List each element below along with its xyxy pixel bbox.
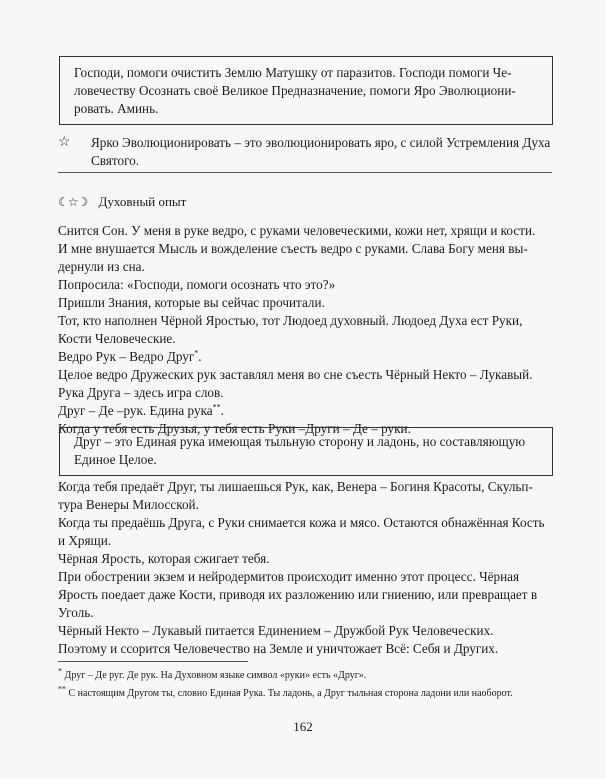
note-text (91, 134, 554, 170)
page-number: 162 (293, 719, 313, 734)
story-line: И мне внушается Мысль и вожделение съесть ведро с руками. Слава Богу меня вы- (58, 241, 528, 256)
section-title-text: Духовный опыт (98, 194, 187, 209)
story-paragraphs (58, 222, 552, 438)
story-line: Кости Человеческие. (58, 331, 176, 346)
story-text: Друг – Де –рук. Едина рука (58, 403, 213, 418)
body-line: Чёрная Ярость, которая сжигает тебя. (58, 551, 270, 566)
section-heading (58, 193, 186, 211)
prayer-box (59, 56, 553, 125)
body-line: При обострении экзем и нейродермитов происходит именно этот процесс. Чёрная (58, 569, 520, 584)
note-line: Ярко Эволюционировать – это эволюционировать яро, с силой Устремления Духа (91, 135, 551, 150)
star-note (58, 134, 554, 170)
section-divider (58, 172, 552, 173)
body-paragraphs (58, 478, 552, 658)
story-line: Рука Друга – здесь игра слов. (58, 385, 224, 400)
story-line: Пришли Знания, которые вы сейчас прочитали. (58, 295, 325, 310)
prayer-line: Господи, помоги очистить Землю Матушку от паразитов. Господи помоги Че- (74, 65, 512, 80)
story-line: Попросила: «Господи, помоги осознать что это?» (58, 277, 336, 292)
footnote (58, 684, 552, 700)
body-line: Когда тебя предаёт Друг, ты лишаешься Рук, как, Венера – Богиня Красоты, Скульп- (58, 479, 533, 494)
footnote-mark: * (58, 666, 62, 676)
footnote-text: Друг – Де руг. Де рук. На Духовном языке символ «руки» есть «Друг». (64, 670, 367, 681)
footnote-mark[interactable]: ** (212, 402, 221, 412)
footnote-mark[interactable]: * (194, 348, 199, 358)
story-line: Когда у тебя есть Друзья, у тебя есть Руки –Други – Де – руки. (58, 421, 411, 436)
body-line: тура Венеры Милосской. (58, 497, 199, 512)
footnote-text: С настоящим Другом ты, словно Единая Рука. Ты ладонь, а Друг тыльная сторона ладони или наоборот. (68, 688, 513, 699)
body-line: Чёрный Некто – Лукавый питается Единением – Дружбой Рук Человеческих. (58, 623, 494, 638)
story-line: Целое ведро Дружеских рук заставлял меня во сне съесть Чёрный Некто – Лукавый. (58, 367, 533, 382)
body-line: Поэтому и ссорится Человечество на Земле и уничтожает Всё: Себя и Других. (58, 641, 499, 656)
story-line: Тот, кто наполнен Чёрной Яростью, тот Людоед духовный. Людоед Духа ест Руки, (58, 313, 523, 328)
star-outline-icon: ☆ (58, 135, 71, 150)
moon-star-icon: ☾☆☽ (58, 195, 88, 209)
definition-line: Единое Целое. (74, 452, 157, 467)
story-line-with-footnote: Ведро Рук – Ведро Друг*. (58, 348, 202, 364)
footnote-rule (58, 661, 248, 662)
definition-box (59, 427, 553, 476)
prayer-line: ровать. Аминь. (74, 101, 159, 116)
story-text: Ведро Рук – Ведро Друг (58, 349, 195, 364)
body-line: Ярость поедает даже Кости, приводя их разложению или гниению, или превращает в (58, 587, 538, 602)
body-line: Уголь. (58, 605, 94, 620)
story-line-with-footnote: Друг – Де –рук. Едина рука**. (58, 402, 224, 418)
footnote (58, 666, 552, 682)
definition-line: Друг – это Единая рука имеющая тыльную сторону и ладонь, но составляющую (74, 434, 526, 449)
footnote-mark: ** (58, 684, 66, 694)
note-line: Святого. (91, 153, 140, 168)
story-line: дернули из сна. (58, 259, 145, 274)
body-line: и Хрящи. (58, 533, 112, 548)
prayer-line: ловечеству Осознать своё Великое Предназначение, помоги Яро Эволюциони- (74, 83, 516, 98)
body-line: Когда ты предаёшь Друга, с Руки снимается кожа и мясо. Остаются обнажённая Кость (58, 515, 545, 530)
story-line: Снится Сон. У меня в руке ведро, с руками человеческими, кожи нет, хрящи и кости. (58, 223, 536, 238)
